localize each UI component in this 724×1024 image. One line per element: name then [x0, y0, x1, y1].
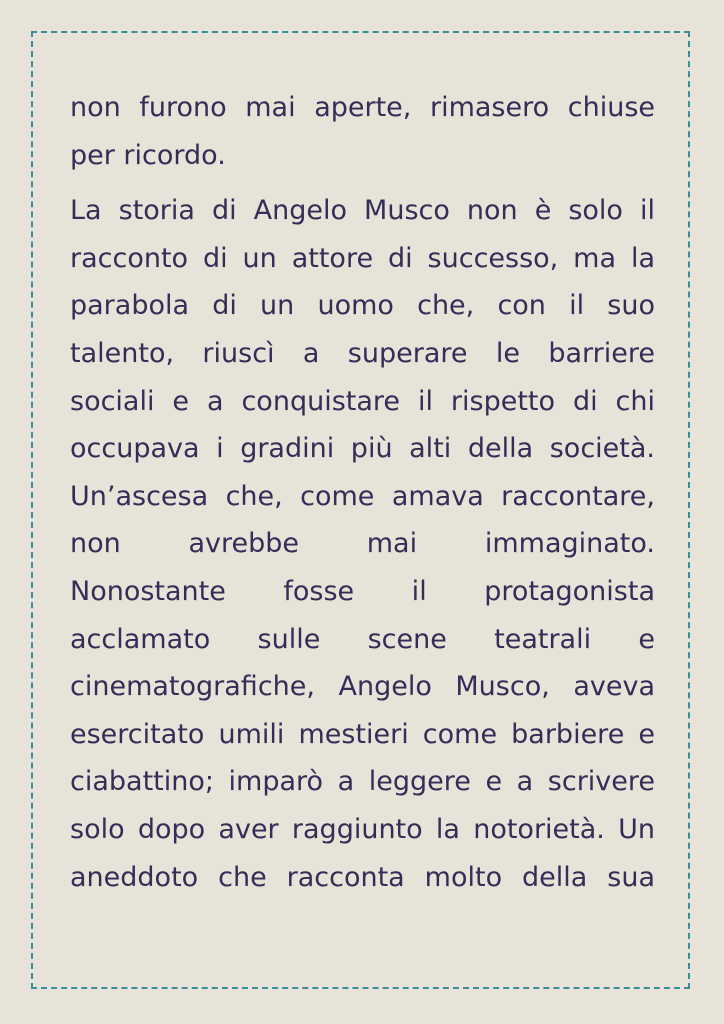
text-line: racconto di un attore di successo, ma la [70, 242, 655, 274]
text-line: per ricordo. [70, 139, 226, 171]
text-line: acclamato sulle scene teatrali e [70, 623, 655, 655]
text-line: talento, riuscì a superare le barriere [70, 337, 655, 369]
text-line: sociali e a conquistare il rispetto di chi [70, 385, 655, 417]
text-line: solo dopo aver raggiunto la notorietà. Un [70, 813, 655, 845]
text-line: cinematografiche, Angelo Musco, aveva [70, 671, 655, 703]
text-line: non avrebbe mai immaginato. [70, 528, 655, 560]
text-line: esercitato umili mestieri come barbiere e [70, 718, 655, 750]
paragraph-gap [70, 179, 655, 187]
text-line: parabola di un uomo che, con il suo [70, 290, 655, 322]
body-text [70, 84, 655, 901]
text-line: La storia di Angelo Musco non è solo il [70, 195, 655, 227]
text-line: non furono mai aperte, rimasero chiuse [70, 92, 655, 123]
text-line: Nonostante fosse il protagonista [70, 575, 655, 607]
text-line: occupava i gradini più alti della società. [70, 433, 655, 465]
text-line: Un’ascesa che, come amava raccontare, [70, 480, 655, 512]
text-line: aneddoto che racconta molto della sua [70, 861, 655, 893]
text-line: ciabattino; imparò a leggere e a scrivere [70, 766, 655, 798]
